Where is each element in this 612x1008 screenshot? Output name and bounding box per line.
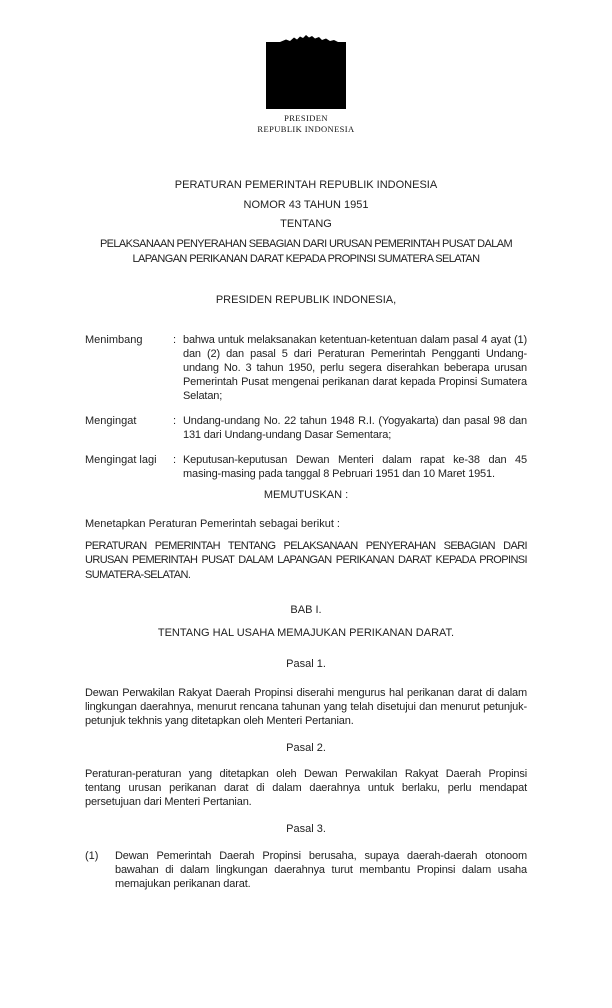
title-block — [85, 178, 527, 268]
pasal-3-heading: Pasal 3. — [286, 823, 326, 835]
regulation-subject: PELAKSANAAN PENYERAHAN SEBAGIAN DARI URUSAN PEMERINTAH PUSAT DALAM LAPANGAN PERIKANAN DARAT KEPADA PROPINSI SUMATERA SELATAN — [99, 237, 513, 265]
preamble-label: Mengingat lagi — [85, 453, 157, 466]
pasal-2-paragraph: Peraturan-peraturan yang ditetapkan oleh Dewan Perwakilan Rakyat Daerah Propinsi tentang urusan perikanan darat di dalam daerahnya untuk berlaku, perlu mendapat persetujuan dari Menteri Pertanian. — [85, 768, 527, 808]
regulation-title: PERATURAN PEMERINTAH REPUBLIK INDONESIA — [174, 179, 438, 191]
letterhead-emblem — [0, 0, 612, 109]
preamble — [85, 333, 527, 481]
preamble-text: bahwa untuk melaksanakan ketentuan-ketentuan dalam pasal 4 ayat (1) dan (2) dan pasal 5 dari Peraturan Pemerintah Pengganti Undang-undang No. 3 tahun 1950, perlu segera diserahkan beberapa urusan Pemerintah Pusat mengenai perikanan darat kepada Propinsi Sumatera Selatan; — [183, 333, 527, 402]
paragraph-number: (1) — [85, 850, 99, 862]
bab-heading: BAB I. — [290, 604, 322, 616]
letterhead — [0, 113, 612, 134]
bab-subheading: TENTANG HAL USAHA MEMAJUKAN PERIKANAN DARAT. — [157, 627, 455, 639]
preamble-colon: : — [173, 453, 177, 466]
tentang-label: TENTANG — [280, 218, 332, 230]
menetapkan-line: Menetapkan Peraturan Pemerintah sebagai berikut : — [85, 517, 340, 530]
memutuskan-heading: MEMUTUSKAN : — [263, 488, 349, 501]
opening-salutation: PRESIDEN REPUBLIK INDONESIA, — [215, 293, 397, 306]
preamble-text: Undang-undang No. 22 tahun 1948 R.I. (Yogyakarta) dan pasal 98 dan 131 dari Undang-undang Dasar Sementara; — [183, 414, 527, 441]
preamble-label: Menimbang — [85, 333, 143, 346]
pasal-1-paragraph: Dewan Perwakilan Rakyat Daerah Propinsi diserahi mengurus hal perikanan darat di dalam lingkungan daerahnya, menurut rencana tahunan yang telah disetujui dan menurut petunjuk-petunjuk tekhnis yang ditetapkan oleh Menteri Pertanian. — [85, 687, 527, 727]
preamble-row-menimbang — [85, 333, 527, 403]
regulation-number: NOMOR 43 TAHUN 1951 — [243, 198, 369, 211]
pasal-1-heading: Pasal 1. — [286, 658, 326, 670]
preamble-row-mengingat-lagi — [85, 453, 527, 481]
preamble-row-mengingat — [85, 414, 527, 442]
garuda-emblem-icon — [266, 35, 346, 109]
document-content — [0, 178, 612, 891]
preamble-text: Keputusan-keputusan Dewan Menteri dalam rapat ke-38 dan 45 masing-masing pada tanggal 8 Pebruari 1951 dan 10 Maret 1951. — [183, 453, 527, 480]
decree-title: PERATURAN PEMERINTAH TENTANG PELAKSANAAN PENYERAHAN SEBAGIAN DARI URUSAN PEMERINTAH PUSAT DALAM LAPANGAN PERIKANAN DARAT KEPADA PROPINSI SUMATERA-SELATAN. — [85, 539, 527, 581]
preamble-colon: : — [173, 333, 177, 346]
preamble-colon: : — [173, 414, 177, 427]
letterhead-presiden: PRESIDEN — [284, 113, 328, 123]
preamble-label: Mengingat — [85, 414, 137, 427]
pasal-3-paragraph-1 — [85, 849, 527, 891]
paragraph-text: Dewan Pemerintah Daerah Propinsi berusaha, supaya daerah-daerah otonoom bawahan di dalam lingkungan daerahnya turut membantu Propinsi dalam usaha memajukan perikanan darat. — [115, 850, 527, 890]
pasal-2-heading: Pasal 2. — [286, 742, 326, 754]
letterhead-republik-indonesia: REPUBLIK INDONESIA — [257, 123, 355, 134]
